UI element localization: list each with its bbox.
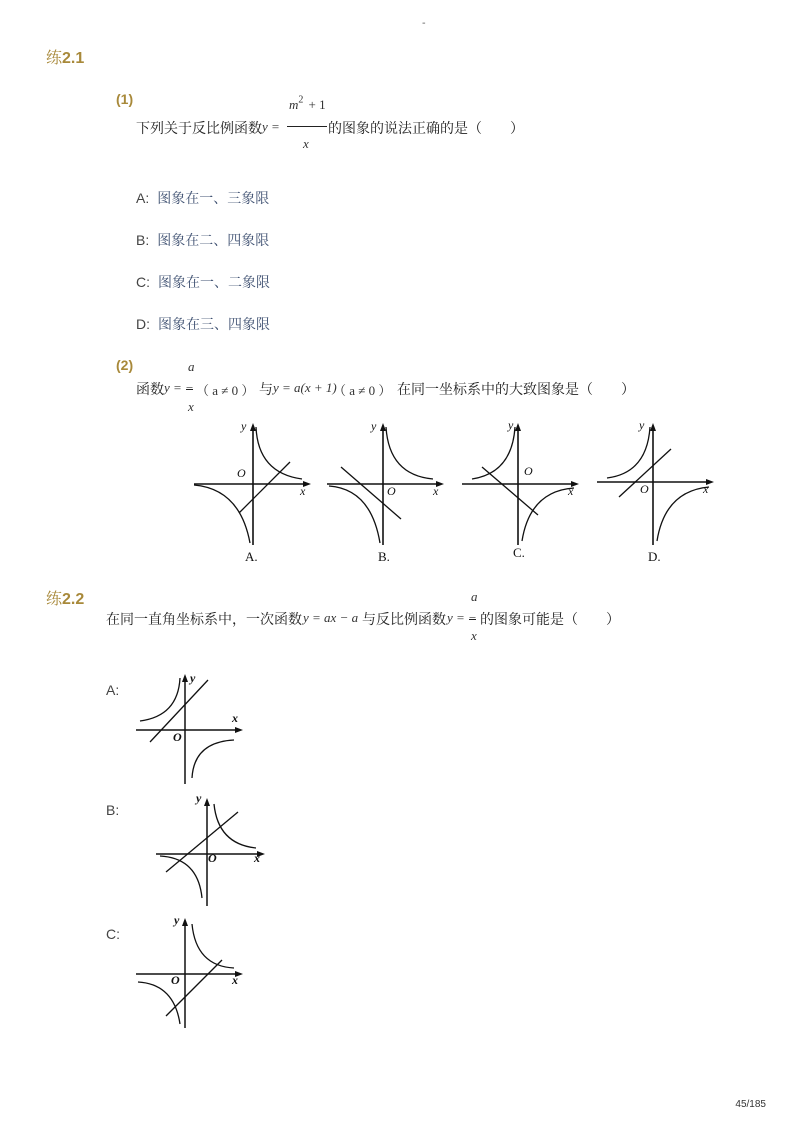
option-c[interactable]: [106, 926, 120, 943]
y-axis-label: y: [371, 419, 377, 433]
option-label: C:: [106, 926, 120, 942]
option-b[interactable]: [136, 230, 269, 250]
fraction-denominator: x: [303, 136, 309, 151]
x-axis-label: x: [232, 711, 238, 725]
stem-text: 在同一直角坐标系中，一次函数: [106, 612, 302, 628]
header-mark: -: [422, 18, 426, 29]
fraction-line: [287, 126, 327, 127]
math-expr: y = a(x + 1): [273, 380, 337, 395]
y-axis-label: y: [190, 671, 196, 685]
stem-text-after: 在同一坐标系中的大致图象是（ ）: [397, 382, 635, 398]
y-axis-label: y: [639, 418, 645, 432]
origin-label: O: [173, 730, 182, 744]
graph-b: [323, 415, 448, 547]
option-label: C:: [136, 274, 150, 290]
math-lhs: y = −: [164, 380, 194, 395]
option-a[interactable]: [106, 682, 119, 699]
option-text: 图象在二、四象限: [157, 233, 270, 249]
option-text: 图象在一、二象限: [158, 275, 270, 291]
graph-caption-a: A.: [245, 549, 258, 564]
origin-label: O: [237, 466, 246, 480]
x-axis-label: x: [703, 482, 709, 496]
x-axis-label: x: [433, 484, 439, 498]
math-expr: y = ax − a: [303, 610, 359, 625]
math-exponent: 2: [298, 94, 304, 106]
fraction-numerator: a: [471, 589, 478, 604]
option-label: B:: [136, 232, 150, 248]
graph-caption-c: C.: [513, 545, 525, 560]
connector-text: 与: [259, 382, 273, 398]
section-number: 2.1: [62, 50, 85, 67]
x-axis-label: x: [232, 973, 238, 987]
fraction-denominator: x: [188, 399, 194, 414]
option-label: A:: [106, 682, 120, 698]
y-axis-label: y: [508, 418, 514, 432]
math-lhs: y = −: [447, 610, 477, 625]
fraction-line: [186, 389, 193, 390]
origin-label: O: [208, 851, 217, 865]
fraction-denominator: x: [471, 628, 477, 643]
math-lhs: y =: [262, 119, 280, 134]
question-number: (2): [116, 357, 134, 373]
option-text: 图象在三、四象限: [158, 317, 270, 333]
stem-text-after: 的图象可能是（ ）: [480, 612, 620, 628]
question-stem: [106, 609, 302, 629]
graph-d: [593, 415, 718, 547]
fraction-numerator: a: [188, 359, 195, 374]
math-var: m: [289, 97, 299, 112]
graph-c: [458, 415, 583, 547]
x-axis-label: x: [568, 484, 574, 498]
origin-label: O: [524, 464, 533, 478]
option-a-graph: [130, 668, 250, 788]
stem-text: 下列关于反比例函数: [136, 121, 262, 137]
option-a[interactable]: [136, 188, 269, 208]
option-d[interactable]: [136, 314, 270, 334]
origin-label: O: [640, 482, 649, 496]
stem-text-after: 的图象的说法正确的是（ ）: [328, 121, 524, 137]
origin-label: O: [171, 973, 180, 987]
question-stem: [136, 379, 164, 399]
page-number: 45/185: [735, 1099, 766, 1110]
condition: （ a ≠ 0 ）: [196, 383, 255, 398]
option-label: D:: [136, 316, 150, 332]
x-axis-label: x: [254, 851, 260, 865]
math-rest: + 1: [308, 97, 326, 112]
graph-caption-d: D.: [648, 549, 661, 564]
graph-caption-b: B.: [378, 549, 390, 564]
graph-a: [190, 415, 315, 547]
option-b[interactable]: [106, 802, 119, 819]
condition: （ a ≠ 0 ）: [333, 383, 392, 398]
option-c[interactable]: [136, 272, 270, 292]
y-axis-label: y: [174, 913, 180, 927]
option-label: B:: [106, 802, 120, 818]
section-number: 2.2: [62, 591, 85, 608]
connector-text: 与反比例函数: [362, 612, 446, 628]
x-axis-label: x: [300, 484, 306, 498]
fraction-numerator: [289, 94, 326, 113]
question-stem: [136, 118, 262, 138]
y-axis-label: y: [196, 791, 202, 805]
section-prefix: 练: [46, 48, 63, 67]
origin-label: O: [387, 484, 396, 498]
fraction-line: [469, 619, 476, 620]
question-number: (1): [116, 91, 134, 107]
option-c-graph: [130, 912, 250, 1032]
option-b-graph: [152, 790, 272, 910]
stem-text: 函数: [136, 382, 164, 398]
y-axis-label: y: [241, 419, 247, 433]
option-label: A:: [136, 190, 150, 206]
section-prefix: 练: [46, 589, 63, 608]
section-title-2-1: [46, 45, 84, 68]
section-title-2-2: [46, 586, 84, 609]
option-text: 图象在一、三象限: [157, 191, 270, 207]
